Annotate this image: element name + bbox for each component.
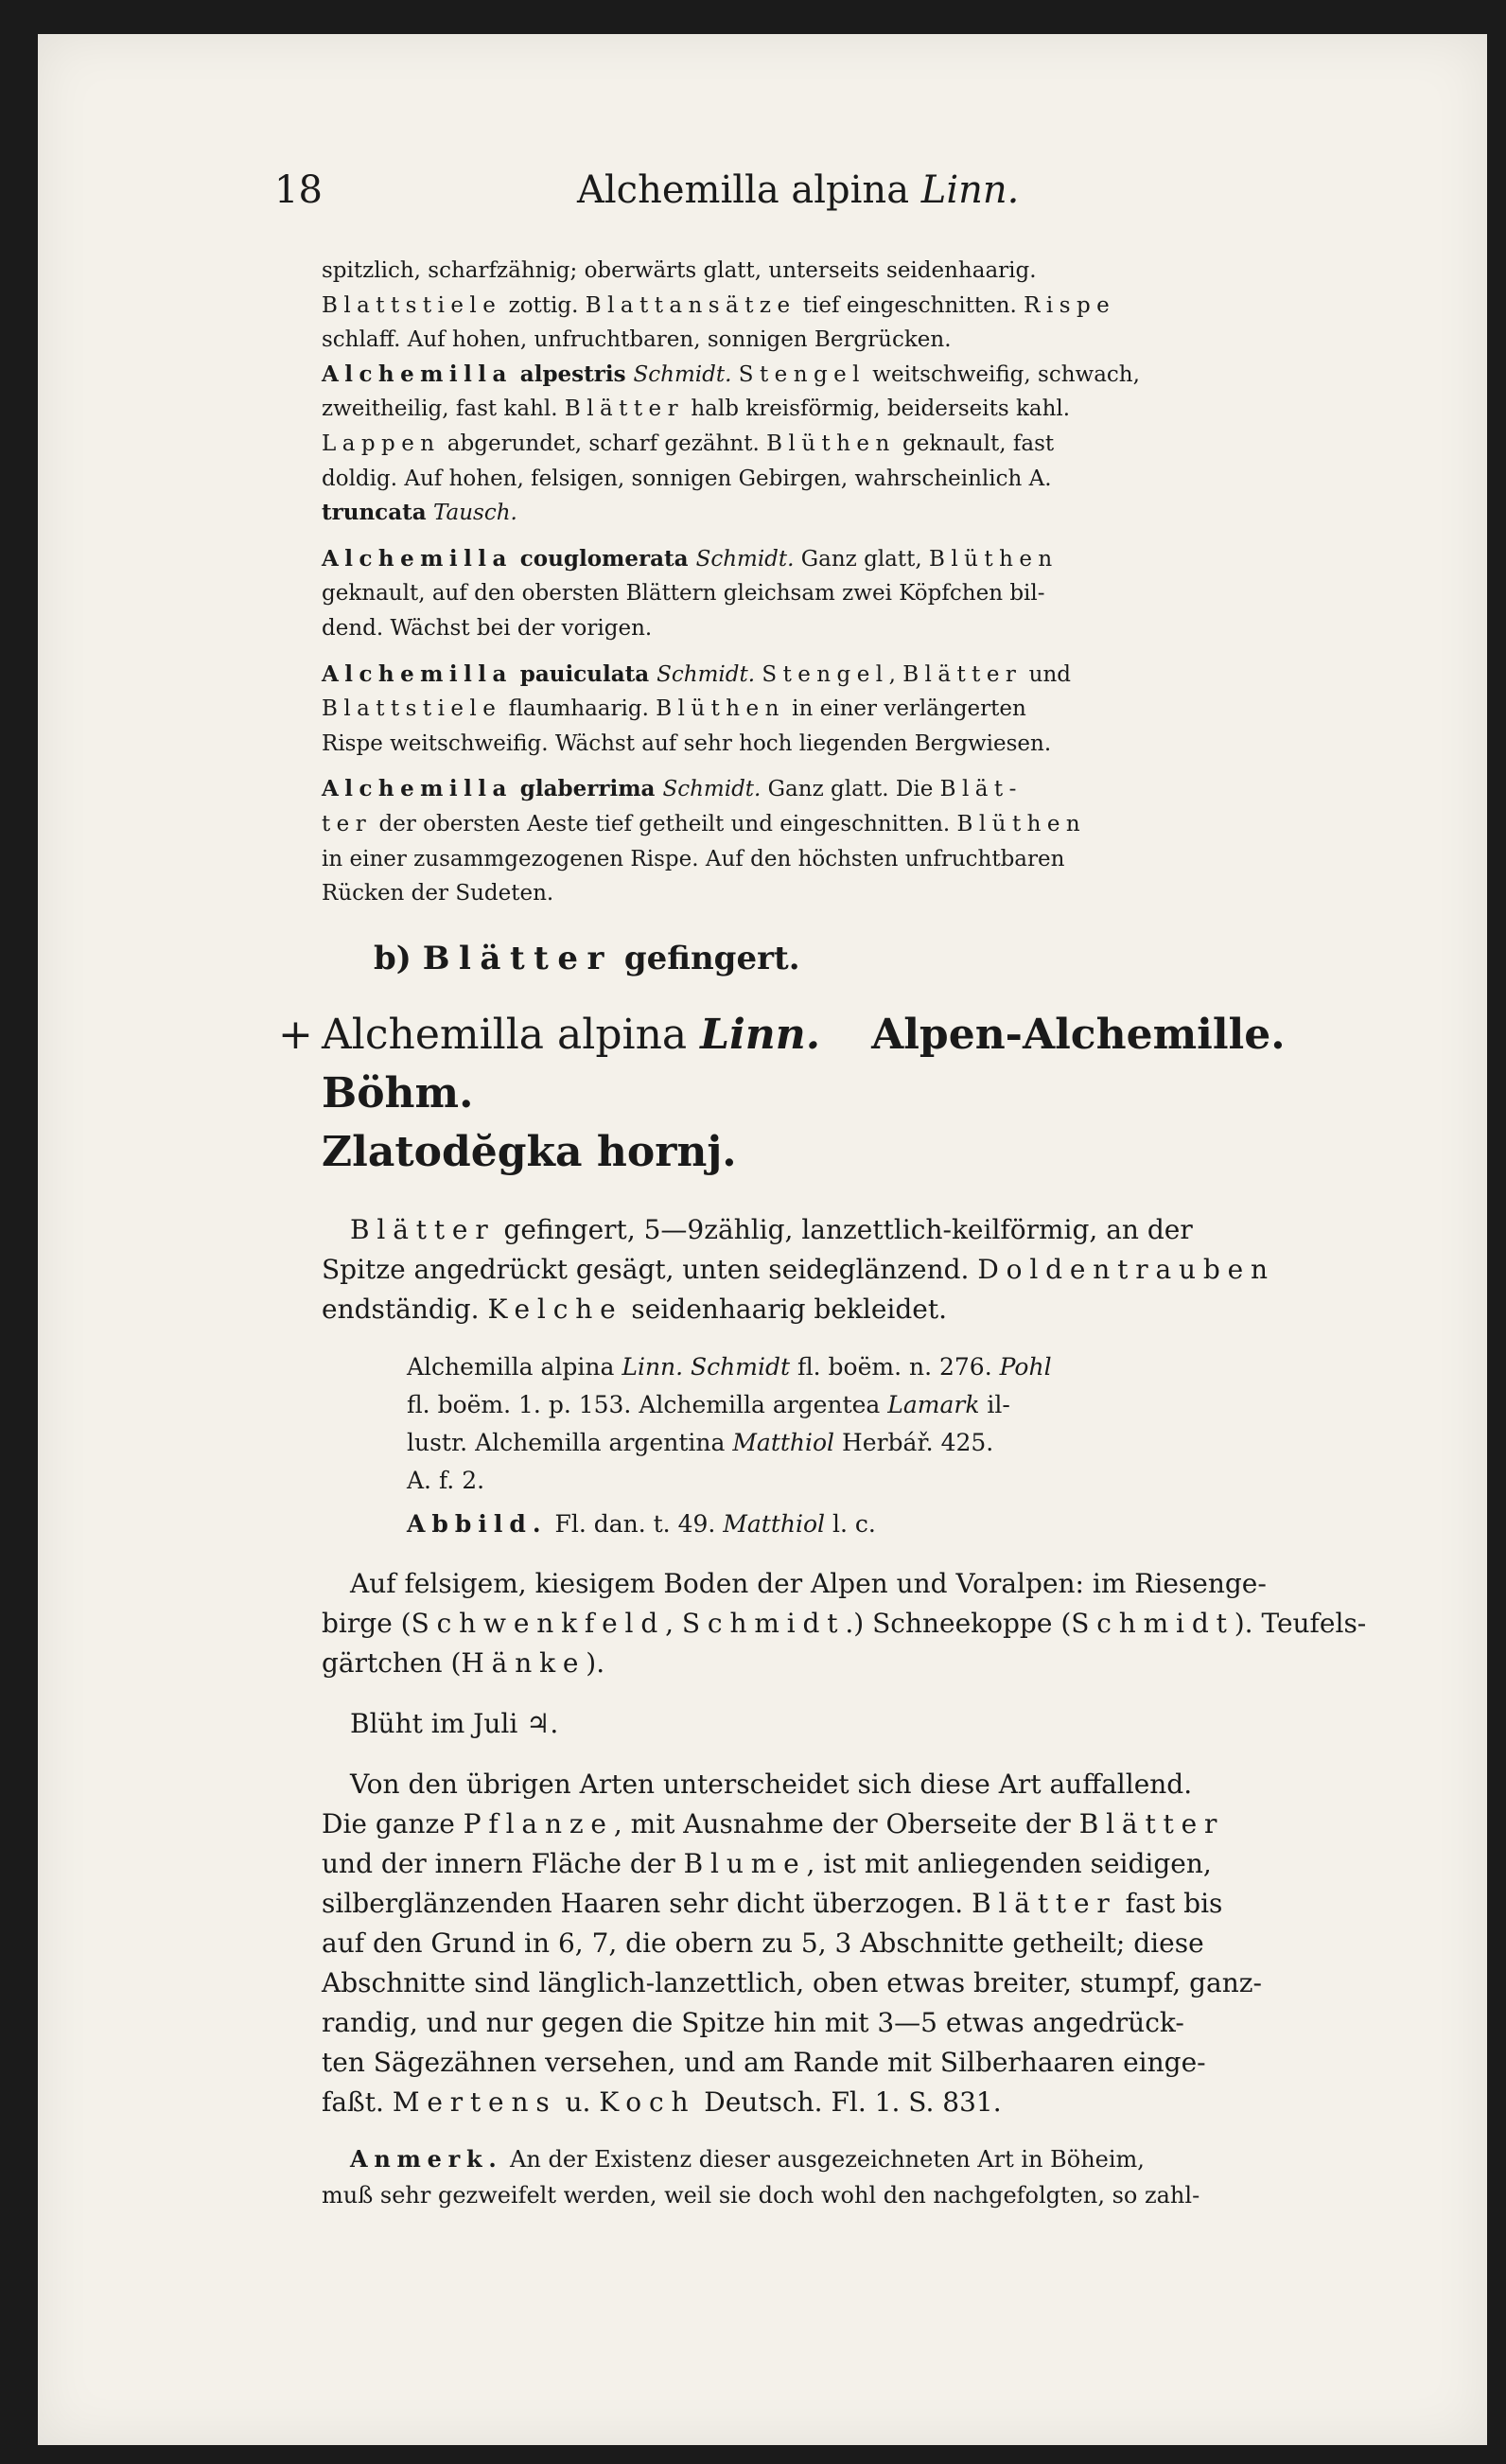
content [274, 146, 1381, 2213]
synonymy: Alchemilla alpina Linn. Schmidt fl. boëm. n. 276. Pohl fl. boëm. 1. p. 153. Alchemilla argentea Lamark il- lustr. Alchemilla argentina Matthiol Herbář. 425. A. f. 2. Abbild. Fl. dan. t. 49. Matthiol l. c. [407, 1352, 1052, 1538]
paragraph-intro: spitzlich, scharfzähnig; oberwärts glatt, unterseits seidenhaarig. Blattstiele zottig. Blattansätze tief eingeschnitten. Rispe schlaff. Auf hohen, unfruchtbaren, sonnigen Bergrücken. [322, 258, 1116, 353]
section-heading: b) Blätter gefingert. [374, 939, 800, 977]
paragraph-alchemilla-alpestris: Alchemilla alpestris Schmidt. Stengel weitschweifig, schwach, zweitheilig, fast kahl. Blätter halb kreisförmig, beiderseits kahl. Lappen abgerundet, scharf gezähnt. Blüthen geknault, fast doldig. Auf hohen, felsigen, sonnigen Gebirgen, wahrscheinlich A. truncata Tausch. [322, 361, 1140, 526]
paragraph-alchemilla-pauiculata: Alchemilla pauiculata Schmidt. Stengel, Blätter und Blattstiele flaumhaarig. Blüthen in einer verlängerten Rispe weitschweifig. Wächst auf sehr hoch liegenden Bergwiesen. [322, 660, 1072, 756]
footnote: Anmerk. An der Existenz dieser ausgezeichneten Art in Böheim, muß sehr gezweifelt werden, weil sie doch wohl den nachgefolgten, so zahl- [322, 2144, 1200, 2209]
habitat: Auf felsigem, kiesigem Boden der Alpen und Voralpen: im Riesenge- birge (Schwenkfeld, Schmidt.) Schneekoppe (Schmidt). Teufels- gärtchen (Hänke). [322, 1567, 1367, 1679]
species-description: Blätter gefingert, 5—9zählig, lanzettlich-keilförmig, an der Spitze angedrückt gesägt, unten seideglänzend. Doldentrauben endständig. Kelche seidenhaarig bekleidet. [322, 1213, 1275, 1325]
species-heading: + Alchemilla alpina Linn. Alpen-Alchemille. Böhm. Zlatodĕgka hornj. [278, 1010, 1286, 1176]
body-paragraph: Von den übrigen Arten unterscheidet sich diese Art auffallend. Die ganze Pflanze, mit Ausnahme der Oberseite der Blätter und der innern Fläche der Blume, ist mit anliegenden seidigen, silberglänzenden Haaren sehr dicht überzogen. Blätter fast bis auf den Grund in 6, 7, die obern zu 5, 3 Abschnitte getheilt; diese Abschnitte sind länglich-lanzettlich, oben etwas breiter, stumpf, ganz- randig, und nur gegen die Spitze hin mit 3—5 etwas angedrück- ten Sägezähnen versehen, und am Rande mit Silberhaaren einge- faßt. Mertens u. Koch Deutsch. Fl. 1. S. 831. [322, 1768, 1262, 2118]
page-number: 18 [274, 168, 323, 212]
running-title: Alchemilla alpina Linn. [577, 168, 1020, 212]
paragraph-alchemilla-glaberrima: Alchemilla glaberrima Schmidt. Ganz glatt. Die Blät- ter der obersten Aeste tief getheilt und eingeschnitten. Blüthen in einer zusammgezogenen Rispe. Auf den höchsten unfruchtbaren Rücken der Sudeten. [322, 776, 1087, 906]
paragraph-alchemilla-couglomerata: Alchemilla couglomerata Schmidt. Ganz glatt, Blüthen geknault, auf den obersten Blättern gleichsam zwei Köpfchen bil- dend. Wächst bei der vorigen. [322, 545, 1059, 641]
page [38, 34, 1487, 2445]
bloom-time: Blüht im Juli ♃. [350, 1707, 559, 1739]
page-header [274, 146, 1381, 231]
